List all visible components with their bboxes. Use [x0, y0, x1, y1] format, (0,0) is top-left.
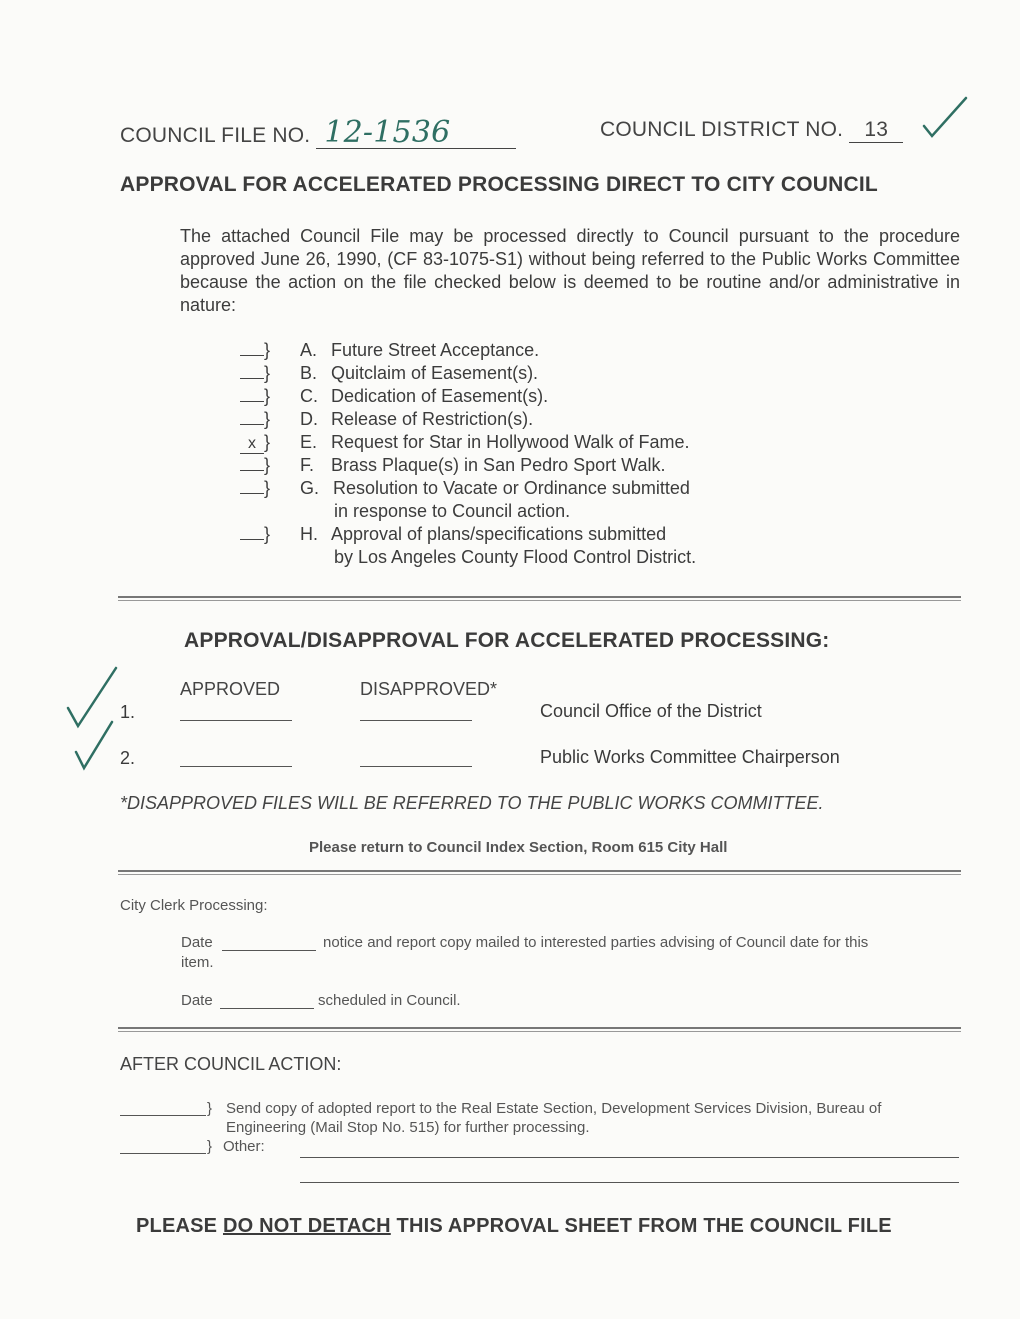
divider: [118, 870, 961, 875]
option-a-letter: A.: [300, 340, 318, 360]
option-g-mark[interactable]: [240, 493, 264, 494]
disapproved-signature-line[interactable]: [360, 766, 472, 767]
date-input-line[interactable]: [222, 950, 316, 951]
approved-signature-line[interactable]: [180, 720, 292, 721]
option-h-letter: H.: [300, 524, 318, 544]
option-e[interactable]: x } E. Request for Star in Hollywood Walk of Fame.: [240, 432, 278, 455]
option-g-letter: G.: [300, 478, 320, 498]
option-a-mark[interactable]: [240, 355, 264, 356]
footer-suffix: THIS APPROVAL SHEET FROM THE COUNCIL FILE: [390, 1215, 892, 1237]
option-g-label: Resolution to Vacate or Ordinance submitted: [333, 478, 690, 498]
option-f[interactable]: } F. Brass Plaque(s) in San Pedro Sport Walk.: [240, 455, 278, 478]
council-file-number: 12-1536: [316, 118, 516, 149]
send-copy-text-cont: Engineering (Mail Stop No. 515) for further processing.: [226, 1119, 590, 1136]
disapproved-footnote: *DISAPPROVED FILES WILL BE REFERRED TO THE PUBLIC WORKS COMMITTEE.: [120, 793, 824, 813]
disapproved-signature-line[interactable]: [360, 720, 472, 721]
approved-column-label: APPROVED: [180, 679, 281, 699]
option-f-mark[interactable]: [240, 470, 264, 471]
row-number: 2.: [120, 748, 136, 768]
disapproved-column-label: DISAPPROVED*: [360, 679, 498, 699]
option-c-mark[interactable]: [240, 401, 264, 402]
page-title: APPROVAL FOR ACCELERATED PROCESSING DIRECT TO CITY COUNCIL: [120, 173, 878, 196]
check-mark-icon: [920, 96, 970, 140]
divider: [118, 596, 961, 601]
divider: [118, 1027, 961, 1032]
option-f-label: Brass Plaque(s) in San Pedro Sport Walk.: [331, 455, 666, 475]
option-b-label: Quitclaim of Easement(s).: [331, 363, 539, 383]
council-file-label: COUNCIL FILE NO.: [120, 124, 311, 147]
date-input-line[interactable]: [220, 1008, 314, 1009]
bracket: }: [207, 1100, 213, 1117]
row-label: Public Works Committee Chairperson: [540, 747, 840, 767]
option-g-label-cont: in response to Council action.: [334, 501, 571, 521]
option-d[interactable]: } D. Release of Restriction(s).: [240, 409, 278, 432]
clerk-heading: City Clerk Processing:: [120, 897, 268, 914]
option-b-mark[interactable]: [240, 378, 264, 379]
option-h-mark[interactable]: [240, 539, 264, 540]
option-a[interactable]: } A. Future Street Acceptance.: [240, 340, 278, 363]
council-district-field: [600, 118, 903, 143]
after-heading: AFTER COUNCIL ACTION:: [120, 1054, 342, 1074]
intro-paragraph: The attached Council File may be processed directly to Council pursuant to the procedure approved June 26, 1990, (CF 83-1075-S1) without being referred to the Public Works Committee because the action on the file checked below is deemed to be routine and/or administrative in nature:: [180, 226, 960, 315]
bracket: }: [207, 1138, 213, 1155]
approved-signature-line[interactable]: [180, 766, 292, 767]
option-e-letter: E.: [300, 432, 318, 452]
option-d-label: Release of Restriction(s).: [331, 409, 534, 429]
footer-underlined: DO NOT DETACH: [222, 1215, 391, 1237]
option-h-label: Approval of plans/specifications submitted: [331, 524, 667, 544]
option-e-mark[interactable]: x: [240, 435, 264, 454]
option-c-label: Dedication of Easement(s).: [331, 386, 549, 406]
option-f-letter: F.: [300, 455, 315, 475]
date-label: Date: [181, 934, 213, 951]
footer-prefix: PLEASE: [136, 1215, 223, 1237]
footer-note: [136, 1215, 892, 1238]
other-input-line-2[interactable]: [300, 1182, 959, 1183]
option-d-mark[interactable]: [240, 424, 264, 425]
option-g[interactable]: } G. Resolution to Vacate or Ordinance submitted: [240, 478, 278, 501]
other-input-line[interactable]: [300, 1157, 959, 1158]
send-copy-text: Send copy of adopted report to the Real Estate Section, Development Services Division, Bureau of: [226, 1100, 882, 1117]
council-district-number: 13: [849, 118, 903, 143]
clerk-line-1-cont: item.: [181, 954, 214, 971]
option-h-label-cont: by Los Angeles County Flood Control District.: [334, 547, 697, 567]
option-d-letter: D.: [300, 409, 318, 429]
other-label: Other:: [223, 1138, 265, 1155]
option-c-letter: C.: [300, 386, 318, 406]
council-district-label: COUNCIL DISTRICT NO.: [600, 118, 844, 141]
row-number: 1.: [120, 702, 136, 722]
option-c[interactable]: } C. Dedication of Easement(s).: [240, 386, 278, 409]
option-b-letter: B.: [300, 363, 318, 383]
send-copy-check-line[interactable]: [120, 1115, 206, 1116]
option-h[interactable]: } H. Approval of plans/specifications submitted: [240, 524, 278, 547]
option-e-label: Request for Star in Hollywood Walk of Fame.: [331, 432, 690, 452]
date-label: Date: [181, 992, 213, 1009]
approval-section-title: APPROVAL/DISAPPROVAL FOR ACCELERATED PROCESSING:: [184, 629, 830, 652]
option-b[interactable]: } B. Quitclaim of Easement(s).: [240, 363, 278, 386]
return-note: Please return to Council Index Section, Room 615 City Hall: [309, 839, 728, 856]
row-label: Council Office of the District: [540, 701, 762, 721]
clerk-line-1: notice and report copy mailed to interested parties advising of Council date for this: [323, 934, 869, 951]
other-check-line[interactable]: [120, 1153, 206, 1154]
clerk-line-2: scheduled in Council.: [318, 992, 461, 1009]
option-a-label: Future Street Acceptance.: [331, 340, 540, 360]
council-file-field: [120, 115, 516, 150]
check-mark-icon: [72, 718, 116, 774]
